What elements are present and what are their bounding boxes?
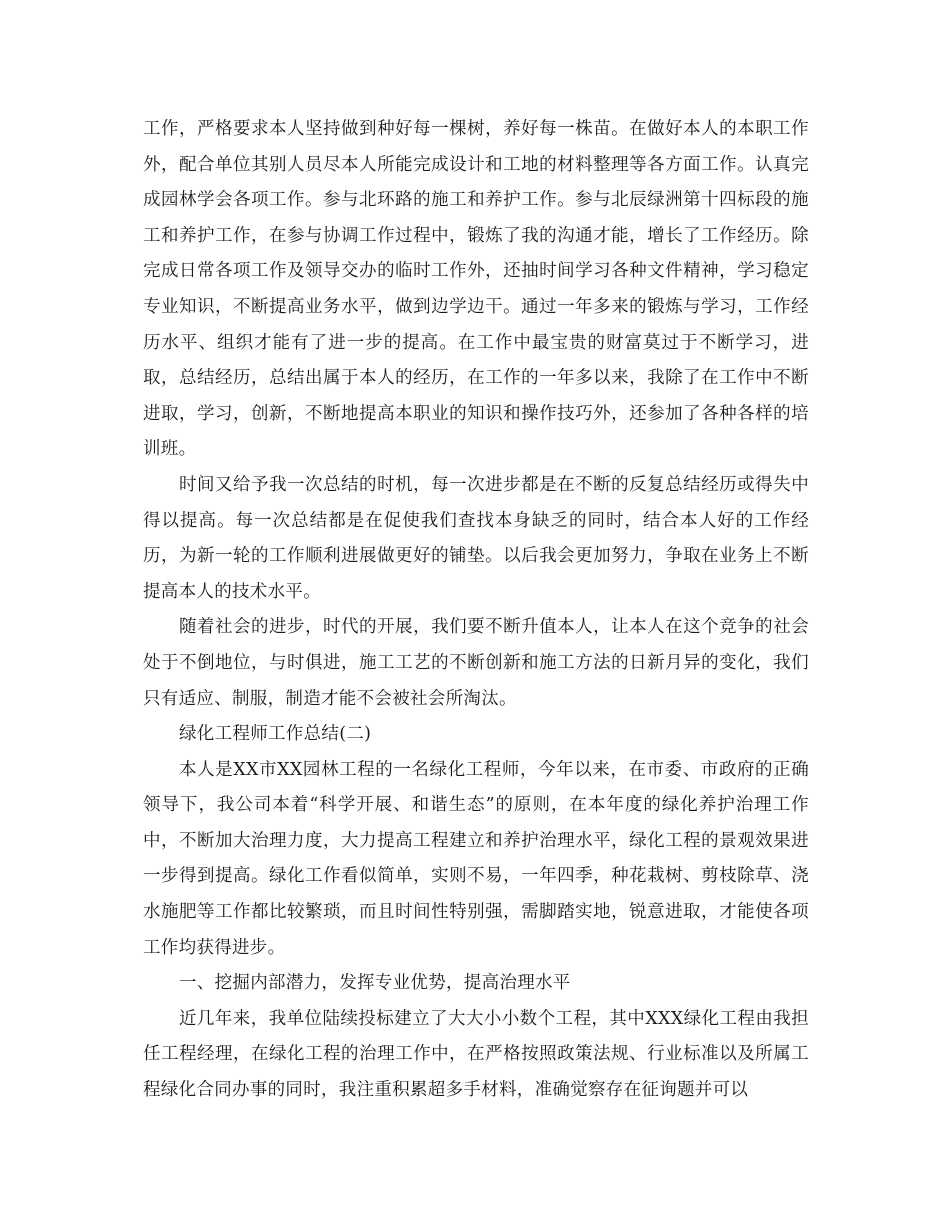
paragraph-1: 工作，严格要求本人坚持做到种好每一棵树，养好每一株苗。在做好本人的本职工作外，配合单位其别人员尽本人所能完成设计和工地的材料整理等各方面工作。认真完成园林学会各项工作。参与北环路的施工和养护工作。参与北辰绿洲第十四标段的施工和养护工作，在参与协调工作过程中，锻炼了我的沟通才能，增长了工作经历。除完成日常各项工作及领导交办的临时工作外，还抽时间学习各种文件精神，学习稳定专业知识，不断提高业务水平，做到边学边干。通过一年多来的锻炼与学习，工作经历水平、组织才能有了进一步的提高。在工作中最宝贵的财富莫过于不断学习，进取，总结经历，总结出属于本人的经历，在工作的一年多以来，我除了在工作中不断进取，学习，创新，不断地提高本职业的知识和操作技巧外，还参加了各种各样的培训班。	[143, 119, 809, 460]
section-heading-1: 一、挖掘内部潜力，发挥专业优势，提高治理水平	[179, 973, 571, 994]
paragraph-5: 近几年来，我单位陆续投标建立了大大小小数个工程，其中XXX绿化工程由我担任工程经理，在绿化工程的治理工作中，在严格按照政策法规、行业标准以及所属工程绿化合同办事的同时，我注重积累超多手材料，准确觉察存在征询题并可以	[143, 1008, 809, 1101]
paragraph-2: 时间又给予我一次总结的时机，每一次进步都是在不断的反复总结经历或得失中得以提高。每一次总结都是在促使我们查找本身缺乏的同时，结合本人好的工作经历，为新一轮的工作顺利进展做更好的铺垫。以后我会更加努力，争取在业务上不断提高本人的技术水平。	[143, 474, 809, 602]
section-title: 绿化工程师工作总结(二)	[179, 724, 372, 745]
paragraph-3: 随着社会的进步，时代的开展，我们要不断升值本人，让本人在这个竞争的社会处于不倒地位，与时俱进，施工工艺的不断创新和施工方法的日新月异的变化，我们只有适应、制服，制造才能不会被社会所淘汰。	[143, 617, 809, 709]
paragraph-4: 本人是XX市XX园林工程的一名绿化工程师，今年以来，在市委、市政府的正确领导下，我公司本着“科学开展、和谐生态”的原则，在本年度的绿化养护治理工作中，不断加大治理力度，大力提高工程建立和养护治理水平，绿化工程的景观效果进一步得到提高。绿化工作看似简单，实则不易，一年四季，种花栽树、剪枝除草、浇水施肥等工作都比较繁琐，而且时间性特别强，需脚踏实地，锐意进取，才能使各项工作均获得进步。	[143, 759, 809, 958]
document-body	[143, 112, 809, 1109]
